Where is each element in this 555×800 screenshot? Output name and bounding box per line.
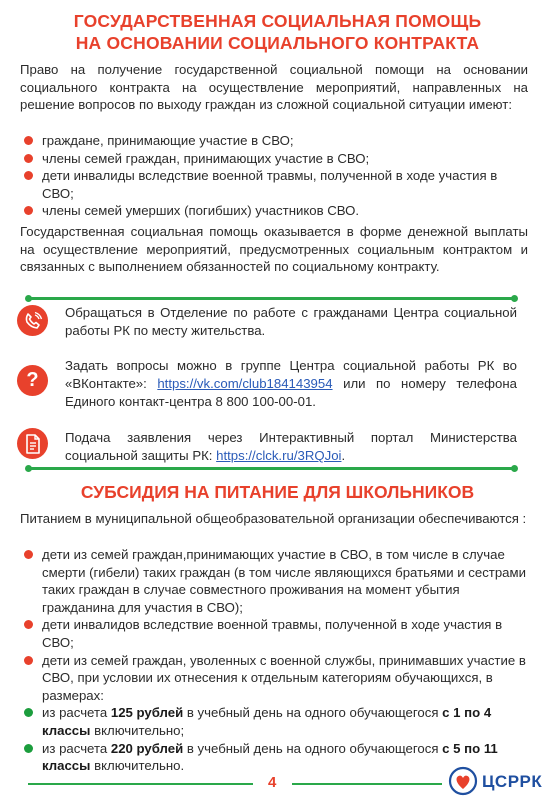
footer-divider [292, 783, 442, 785]
bullet-icon [24, 620, 33, 629]
bullet-icon [24, 171, 33, 180]
bullet-icon [24, 154, 33, 163]
list-item: из расчета 220 рублей в учебный день на одного обучающегося с 5 по 11 классы включительно. [20, 740, 530, 775]
bullet-icon [24, 656, 33, 665]
list-item: граждане, принимающие участие в СВО; [20, 132, 530, 150]
list-item: дети из семей граждан, уволенных с военной службы, принимавших участие в СВО, при условии их отнесения к отдельным категориям обучающихся, в размерах: [20, 652, 530, 705]
list-item: члены семей граждан, принимающих участие в СВО; [20, 150, 530, 168]
list-item: дети из семей граждан,принимающих участие в СВО, в том числе в случае смерти (гибели) таких граждан (в том числе являющихся братьями и сестрами таких граждан в случае совместного проживания на момент убытия гражданина для участия в СВО); [20, 546, 530, 616]
bullet-icon [24, 744, 33, 753]
info-contact-office: Обращаться в Отделение по работе с гражданами Центра социальной работы РК по месту жительства. [65, 305, 517, 338]
list-item: дети инвалиды вследствие военной травмы, полученной в ходе участия в СВО; [20, 167, 530, 202]
page-title-line-1: ГОСУДАРСТВЕННАЯ СОЦИАЛЬНАЯ ПОМОЩЬ [73, 11, 482, 31]
divider [28, 467, 515, 470]
bullet-icon [24, 550, 33, 559]
phone-icon [17, 305, 48, 336]
list-item: из расчета 125 рублей в учебный день на одного обучающегося с 1 по 4 классы включительно; [20, 704, 530, 739]
page-title-line-2: НА ОСНОВАНИИ СОЦИАЛЬНОГО КОНТРАКТА [75, 33, 480, 53]
bullet-icon [24, 136, 33, 145]
section1-conclusion: Государственная социальная помощь оказывается в форме денежной выплаты на осуществление мероприятий, предусмотренных социальным контрактом и связанных с выполнением обязанностей по социальному контракту. [20, 224, 528, 275]
logo-text: ЦСРРК [482, 772, 543, 791]
info-portal: Подача заявления через Интерактивный портал Министерства социальной защиты РК: https://clck.ru/3RQJoi. [65, 430, 517, 463]
info-questions: Задать вопросы можно в группе Центра социальной работы РК во «ВКонтакте»: https://vk.com/club184143954 или по номеру телефона Единого контакт-центра 8 800 100-00-01. [65, 358, 517, 409]
section2-intro: Питанием в муниципальной общеобразовательной организации обеспечиваются : [20, 511, 527, 526]
divider [28, 297, 515, 300]
list-item: дети инвалидов вследствие военной травмы, полученной в ходе участия в СВО; [20, 616, 530, 651]
vk-link[interactable]: https://vk.com/club184143954 [157, 376, 333, 391]
section2-title: СУБСИДИЯ НА ПИТАНИЕ ДЛЯ ШКОЛЬНИКОВ [80, 482, 475, 502]
section1-list [20, 132, 530, 220]
question-icon: ? [17, 365, 48, 396]
footer-divider [28, 783, 253, 785]
list-item: члены семей умерших (погибших) участников СВО. [20, 202, 530, 220]
document-icon [17, 428, 48, 459]
bullet-icon [24, 708, 33, 717]
page-number: 4 [268, 774, 277, 791]
section1-intro: Право на получение государственной социальной помощи на основании социального контракта на осуществление мероприятий, направленных на решение вопросов по выходу граждан из сложной социальной ситуации имеют: [20, 62, 528, 113]
bullet-icon [24, 206, 33, 215]
portal-link[interactable]: https://clck.ru/3RQJoi [216, 448, 342, 463]
section2-list [20, 546, 530, 775]
